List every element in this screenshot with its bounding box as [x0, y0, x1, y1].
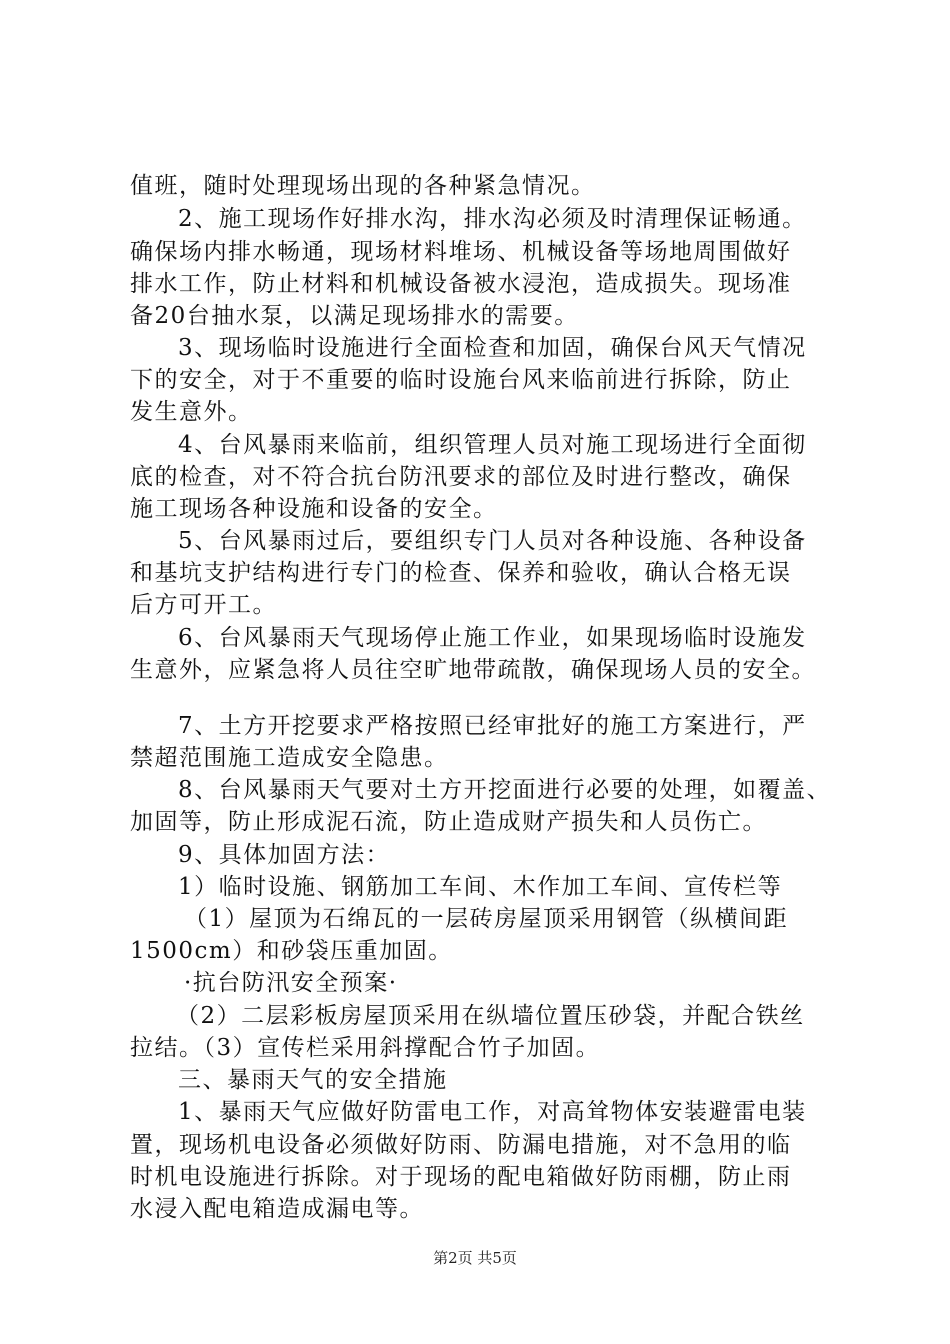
text-line: 备20台抽水泵，以满足现场排水的需要。: [130, 303, 579, 329]
text-line: 4、台风暴雨来临前，组织管理人员对施工现场进行全面彻: [178, 432, 807, 458]
text-line: 和基坑支护结构进行专门的检查、保养和验收，确认合格无误: [130, 560, 792, 586]
section-heading: 三、暴雨天气的安全措施: [178, 1067, 448, 1093]
text-line: 拉结。（3）宣传栏采用斜撑配合竹子加固。: [130, 1035, 601, 1061]
text-line: 1）临时设施、钢筋加工车间、木作加工车间、宣传栏等: [178, 874, 783, 900]
text-line: 8、台风暴雨天气要对土方开挖面进行必要的处理，如覆盖、: [178, 777, 832, 803]
text-line: 施工现场各种设施和设备的安全。: [130, 496, 498, 522]
text-line: 7、土方开挖要求严格按照已经审批好的施工方案进行，严: [178, 713, 807, 739]
text-line: 后方可开工。: [130, 592, 277, 618]
text-line: 9、具体加固方法：: [178, 842, 391, 868]
text-line: 时机电设施进行拆除。对于现场的配电箱做好防雨棚，防止雨: [130, 1164, 792, 1190]
text-line: （1）屋顶为石绵瓦的一层砖房屋顶采用钢管（纵横间距: [184, 906, 789, 932]
text-line: 1、暴雨天气应做好防雷电工作，对高耸物体安装避雷电装: [178, 1099, 807, 1125]
text-line: 水浸入配电箱造成漏电等。: [130, 1196, 424, 1222]
text-line: 3、现场临时设施进行全面检查和加固，确保台风天气情况: [178, 335, 807, 361]
text-line: 禁超范围施工造成安全隐患。: [130, 745, 449, 771]
text-line: 值班，随时处理现场出现的各种紧急情况。: [130, 173, 596, 199]
text-line: 5、台风暴雨过后，要组织专门人员对各种设施、各种设备: [178, 528, 807, 554]
text-line: 生意外，应紧急将人员往空旷地带疏散，确保现场人员的安全。: [130, 657, 816, 683]
text-line: 1500cm）和砂袋压重加固。: [130, 938, 453, 964]
text-line: （2）二层彩板房屋顶采用在纵墙位置压砂袋，并配合铁丝: [176, 1003, 805, 1029]
text-line: 发生意外。: [130, 399, 253, 425]
text-line: 确保场内排水畅通，现场材料堆场、机械设备等场地周围做好: [130, 239, 792, 265]
text-line: 底的检查，对不符合抗台防汛要求的部位及时进行整改，确保: [130, 464, 792, 490]
section-caption: ·抗台防汛安全预案·: [184, 970, 398, 996]
text-line: 加固等，防止形成泥石流，防止造成财产损失和人员伤亡。: [130, 809, 767, 835]
text-line: 下的安全，对于不重要的临时设施台风来临前进行拆除，防止: [130, 367, 792, 393]
text-line: 6、台风暴雨天气现场停止施工作业，如果现场临时设施发: [178, 625, 807, 651]
text-line: 2、施工现场作好排水沟，排水沟必须及时清理保证畅通。: [178, 206, 807, 232]
text-line: 置，现场机电设备必须做好防雨、防漏电措施，对不急用的临: [130, 1132, 792, 1158]
page-number: 第2页 共5页: [433, 1249, 517, 1267]
text-line: 排水工作，防止材料和机械设备被水浸泡，造成损失。现场准: [130, 271, 792, 297]
